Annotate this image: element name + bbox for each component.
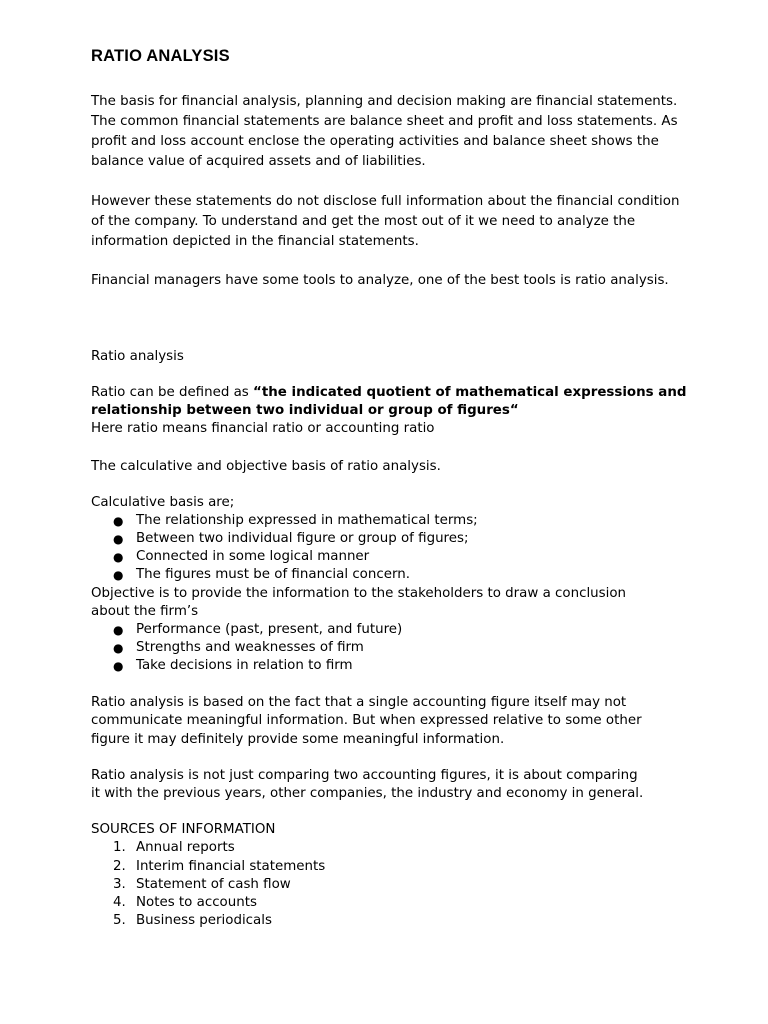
document-title: RATIO ANALYSIS [91, 47, 230, 65]
para-based-line-1: Ratio analysis is based on the fact that a single accounting figure itself may not [91, 695, 627, 710]
list-item: Notes to accounts [136, 895, 257, 910]
list-item: Business periodicals [136, 913, 272, 928]
list-number: 3. [113, 877, 126, 892]
list-item: Performance (past, present, and future) [136, 622, 403, 637]
list-item: Annual reports [136, 840, 235, 855]
bullet-icon: ● [113, 568, 124, 582]
definition-quote-part-1: “the indicated quotient of mathematical expressions and [253, 385, 687, 400]
para-based-line-2: communicate meaningful information. But when expressed relative to some other [91, 713, 642, 728]
objective-line-1: Objective is to provide the information to the stakeholders to draw a conclusion [91, 586, 627, 601]
list-item: Statement of cash flow [136, 877, 291, 892]
bullet-icon: ● [113, 659, 124, 673]
bullet-icon: ● [113, 514, 124, 528]
basis-line: The calculative and objective basis of ratio analysis. [91, 459, 441, 474]
list-item: Connected in some logical manner [136, 549, 370, 564]
list-number: 2. [113, 859, 126, 874]
list-number: 1. [113, 840, 126, 855]
list-item: Strengths and weaknesses of firm [136, 640, 364, 655]
intro-paragraph-1: The basis for financial analysis, planning and decision making are financial statements. The common financial statements are balance sheet and profit and loss statements. As profit and loss account enclose the operating activities and balance sheet shows the balance value of acquired assets and of liabilities. [91, 94, 678, 169]
list-item: The figures must be of financial concern. [136, 567, 410, 582]
sources-heading: SOURCES OF INFORMATION [91, 822, 276, 837]
list-item: The relationship expressed in mathematical terms; [136, 513, 478, 528]
definition-note: Here ratio means financial ratio or accounting ratio [91, 421, 435, 436]
list-item: Take decisions in relation to firm [136, 658, 353, 673]
bullet-icon: ● [113, 641, 124, 655]
definition-quote-part-2: relationship between two individual or group of figures“ [91, 403, 519, 418]
para-based-line-3: figure it may definitely provide some meaningful information. [91, 732, 505, 747]
list-item: Interim financial statements [136, 859, 326, 874]
calculative-heading: Calculative basis are; [91, 495, 235, 510]
bullet-icon: ● [113, 550, 124, 564]
list-item: Between two individual figure or group of figures; [136, 531, 469, 546]
intro-paragraph-3: Financial managers have some tools to analyze, one of the best tools is ratio analysis. [91, 273, 669, 288]
list-number: 5. [113, 913, 126, 928]
definition-prefix: Ratio can be defined as [91, 385, 254, 400]
bullet-icon: ● [113, 623, 124, 637]
para-compare-line-2: it with the previous years, other companies, the industry and economy in general. [91, 786, 644, 801]
para-compare-line-1: Ratio analysis is not just comparing two accounting figures, it is about comparing [91, 768, 638, 783]
objective-line-2: about the firm’s [91, 604, 199, 619]
definition-line-1 [91, 384, 691, 402]
section-heading-ratio-analysis: Ratio analysis [91, 349, 184, 364]
list-number: 4. [113, 895, 126, 910]
bullet-icon: ● [113, 532, 124, 546]
intro-paragraph-2: However these statements do not disclose full information about the financial condition of the company. To understand and get the most out of it we need to analyze the information depicted in the financial statements. [91, 194, 680, 249]
